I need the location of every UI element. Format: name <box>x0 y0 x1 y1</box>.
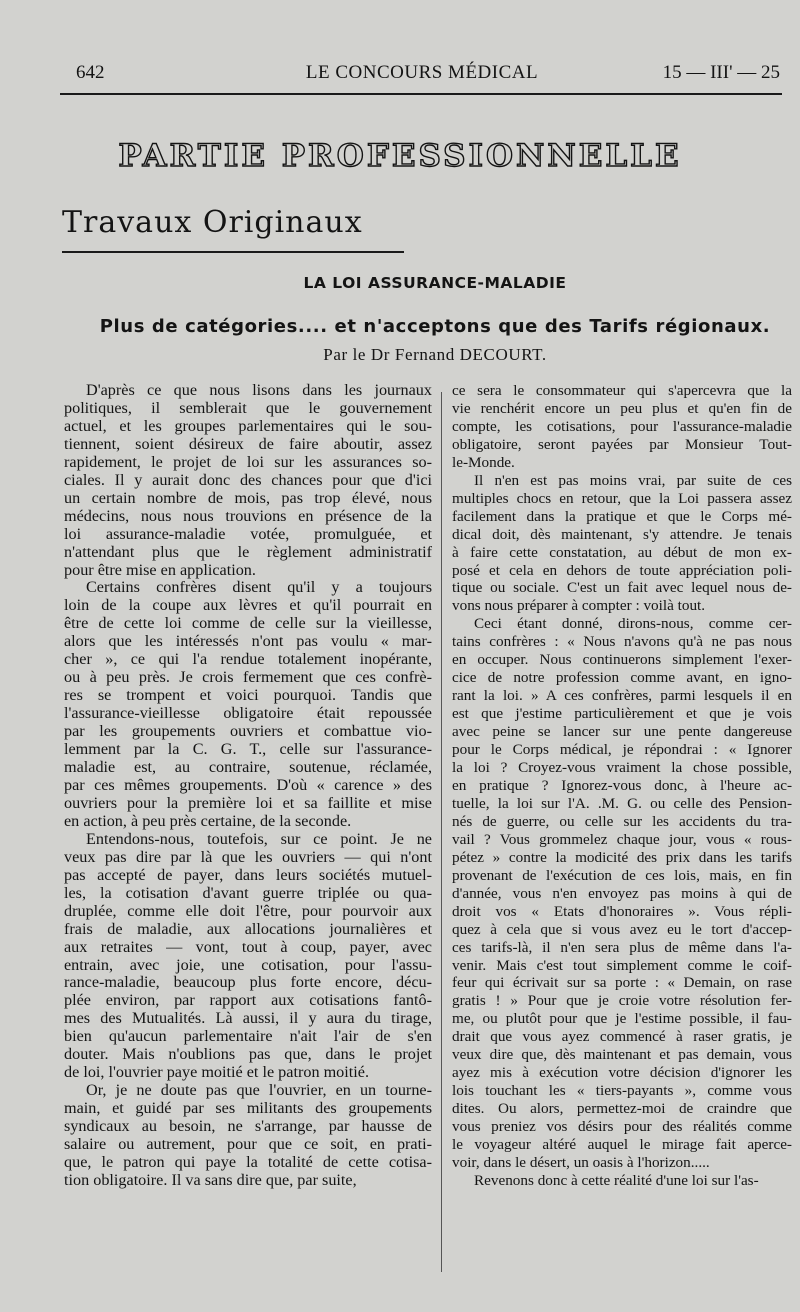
text-line: Ceci étant donné, dirons-nous, comme cer- <box>474 615 792 633</box>
rubric-heading: Travaux Originaux <box>62 205 363 240</box>
text-line: par les groupements ouvriers et combattue vio- <box>64 722 432 741</box>
text-line: main, et guidé par ses militants des groupements <box>64 1099 432 1118</box>
text-line: ces tarifs-là, il n'en sera plus de même dans l'a- <box>452 938 792 956</box>
text-line: en action, à peu près certaine, de la seconde. <box>64 811 352 830</box>
text-line: n'attendant plus que le règlement administratif <box>64 542 432 561</box>
text-line: est que j'estime particulièrement et que je vois <box>452 705 792 723</box>
text-line: un certain nombre de mois, pas trop élevé, nous <box>64 488 432 507</box>
text-line: salaire ou autrement, pour que ce soit, en prati- <box>64 1135 432 1154</box>
issue-date: 15 — III' — 25 <box>662 62 780 83</box>
text-line: plée environ, par rapport aux cotisations fantô- <box>64 991 432 1010</box>
text-line: droit vos « Etats d'honoraires ». Vous répli- <box>452 902 792 920</box>
text-line: nés de guerre, ou celle sur les accidents du tra- <box>452 812 792 830</box>
text-line: loin de la coupe aux lèvres et qu'il pourrait en <box>64 596 432 615</box>
text-line: ou à peu près. Je crois fermement que ces confrè- <box>64 668 432 687</box>
text-line: rant la loi. » A ces confrères, parmi lesquels il en <box>452 687 792 705</box>
text-line: ayez mis à exécution votre décision d'ignorer les <box>452 1064 792 1082</box>
text-line: Il n'en est pas moins vrai, par suite de ces <box>474 471 792 489</box>
text-line: veux pas dire par là que les ouvriers — qui n'ont <box>64 847 432 866</box>
text-line: les, la cotisation d'avant guerre triplée ou qua- <box>64 883 432 902</box>
text-line: druplée, comme elle doit l'être, pour pourvoir aux <box>64 901 432 920</box>
text-line: multiples chocs en retour, que la Loi passera assez <box>452 489 792 507</box>
page-number: 642 <box>76 62 105 83</box>
text-line: aux retraites — vont, tout à coup, payer, avec <box>64 937 432 956</box>
text-line: dites. Ou alors, permettez-moi de craindre que <box>452 1100 792 1118</box>
text-line: loi assurance-maladie votée, promulguée, et <box>64 524 432 543</box>
text-line: pour le Corps médical, je répondrai : « Ignorer <box>452 741 792 759</box>
journal-title: LE CONCOURS MÉDICAL <box>305 62 539 83</box>
column-divider <box>441 392 442 1272</box>
text-line: tique ou sociale. C'est un fait avec lequel nous de- <box>452 579 792 597</box>
text-line: res se trompent et voici pourquoi. Tandis que <box>64 686 432 705</box>
text-line: vie renchérit encore un peu plus et qu'en fin de <box>452 399 792 417</box>
text-line: vail ? Vous grommelez chaque jour, vous « rous- <box>452 830 792 848</box>
text-line: avec peine se lancer sur une pente dangereuse <box>452 723 792 741</box>
text-line: feur qui écrivait sur sa porte : « Demain, on rase <box>452 974 792 992</box>
running-header <box>62 62 782 88</box>
text-line: mes des Mutualités. Là aussi, il y aura du tirage, <box>64 1009 432 1028</box>
rubric-underline <box>62 251 404 253</box>
text-line: que, le patron qui paye la totalité de cette cotisa- <box>64 1152 432 1171</box>
text-line: pas accepté de payer, dans leurs sociétés mutuel- <box>64 865 432 884</box>
text-line: compte, les cotisations, pour l'assurance-maladie <box>452 417 792 435</box>
text-line: frais de maladie, aux allocations journalières et <box>64 919 432 938</box>
text-line: syndicaux au besoin, ne s'arrange, par hausse de <box>64 1117 432 1136</box>
text-line: rapidement, le projet de loi sur les assurances so- <box>64 452 432 471</box>
text-line: veux dire que, dès maintenant et pas demain, vous <box>452 1046 792 1064</box>
text-line: d'année, vous n'en envoyez pas moins à qui de <box>452 884 792 902</box>
text-line: vons nous préparer à compter : voilà tout. <box>452 597 706 615</box>
text-line: médecins, nous nous trouvions en présence de la <box>64 506 432 525</box>
text-line: Entendons-nous, toutefois, sur ce point. Je ne <box>86 829 432 848</box>
text-line: le voyageur altéré auquel le mirage fait aperce- <box>452 1136 792 1154</box>
text-line: posé et cela en dehors de toute appréciation poli- <box>452 561 792 579</box>
text-line: l'assurance-vieillesse obligatoire était repoussée <box>64 704 432 723</box>
text-line: lemment par la C. G. T., celle sur l'assurance- <box>64 740 432 759</box>
text-line: D'après ce que nous lisons dans les journaux <box>86 381 432 399</box>
text-line: tains confrères : « Nous n'avons qu'à ne pas nous <box>452 633 792 651</box>
text-line: la loi ? Croyez-vous vraiment la chose possible, <box>452 759 792 777</box>
text-line: provenant de l'exécution de ces lois, mais, en fin <box>452 866 792 884</box>
text-line: ciales. Il y aurait donc des chances pour que d'ici <box>64 470 432 489</box>
text-line: en occuper. Nous continuerons simplement l'exer- <box>452 651 792 669</box>
text-line: rance-maladie, beaucoup plus forte encore, décu- <box>64 973 432 992</box>
text-line: pétez » contre la modicité des prix dans les tarifs <box>452 848 792 866</box>
text-line: alors que les intéressés n'ont pas voulu « mar- <box>64 632 432 651</box>
text-line: bien qu'aucun parlementaire n'ait l'air de s'en <box>64 1027 432 1046</box>
text-line: facilement dans la pratique et que le Corps mé- <box>452 507 792 525</box>
text-line: Revenons donc à cette réalité d'une loi sur l'as- <box>474 1171 759 1189</box>
text-line: venir. Mais c'est tout simplement comme le coif- <box>452 956 792 974</box>
text-line: à faire cette constatation, au début de mon ex- <box>452 543 792 561</box>
text-line: actuel, et les groupes parlementaires qui le sou- <box>64 416 432 435</box>
text-line: Certains confrères disent qu'il y a toujours <box>86 578 432 597</box>
text-line: le-Monde. <box>452 453 515 471</box>
header-rule <box>60 93 782 95</box>
text-line: Or, je ne doute pas que l'ouvrier, en un tourne- <box>86 1081 432 1100</box>
text-line: ouvriers pour la première loi et sa faillite et mise <box>64 793 432 812</box>
text-line: par ces mêmes groupements. D'où « carence » des <box>64 775 432 794</box>
text-line: lois touchant les « tiers-payants », comme vous <box>452 1082 792 1100</box>
left-column <box>64 382 432 1190</box>
section-title: PARTIE PROFESSIONNELLE <box>118 138 682 174</box>
text-line: tion obligatoire. Il va sans dire que, par suite, <box>64 1170 357 1189</box>
text-line: pour être mise en application. <box>64 560 256 579</box>
text-line: dical doit, dès maintenant, s'y attendre. Je tenais <box>452 525 792 543</box>
text-line: maladie est, au contraire, soutenue, réclamée, <box>64 758 432 777</box>
article-title: LA LOI ASSURANCE-MALADIE <box>303 274 567 292</box>
text-line: voir, dans le désert, un oasis à l'horizon..... <box>452 1153 710 1171</box>
text-line: drait que vous ayez commencé à raser gratis, je <box>452 1028 792 1046</box>
text-line: politiques, il semblerait que le gouvernement <box>64 398 432 417</box>
text-line: me, ou plutôt pour que je l'estime possible, il fau- <box>452 1010 792 1028</box>
text-line: cher », ce qui l'a rendue totalement inopérante, <box>64 650 432 669</box>
right-column <box>452 382 792 1190</box>
text-line: quez à cela que si vous avez eu le tort d'accep- <box>452 920 792 938</box>
text-line: entrain, avec joie, une cotisation, pour l'assu- <box>64 955 432 974</box>
text-line: gratis ! » Pour que je croie votre résolution fer- <box>452 992 792 1010</box>
text-line: tiennent, soient désireux de faire aboutir, assez <box>64 434 432 453</box>
text-line: vous preniez vos désirs pour des réalités comme <box>452 1118 792 1136</box>
text-line: obligatoire, seront payées par Monsieur Tout- <box>452 435 792 453</box>
text-line: de loi, l'ouvrier paye moitié et le patron moitié. <box>64 1063 369 1082</box>
text-line: ce sera le consommateur qui s'apercevra que la <box>452 382 792 399</box>
article-byline: Par le Dr Fernand DECOURT. <box>323 345 547 364</box>
text-line: en pratique ? Ignorez-vous donc, à l'heure ac- <box>452 776 792 794</box>
article-subtitle: Plus de catégories.... et n'acceptons que des Tarifs régionaux. <box>99 316 771 337</box>
text-line: douter. Mais n'oublions pas que, dans le projet <box>64 1045 432 1064</box>
text-line: tuelle, la loi sur l'A. .M. G. ou celle des Pension- <box>452 794 792 812</box>
text-line: être de cette loi comme de celle sur la vieillesse, <box>64 614 432 633</box>
text-line: cice de notre profession comme avant, en igno- <box>452 669 792 687</box>
